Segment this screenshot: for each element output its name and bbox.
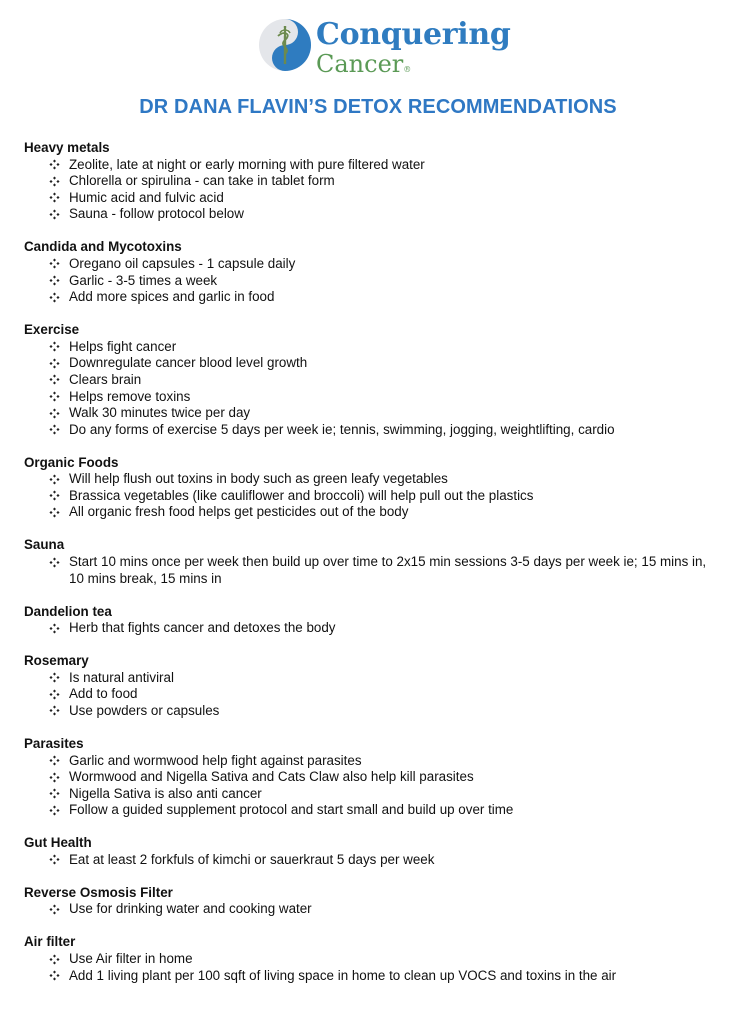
list-item bbox=[24, 190, 724, 207]
section bbox=[24, 653, 724, 719]
four-diamond-bullet-icon bbox=[48, 289, 60, 305]
list-item-text: Chlorella or spirulina - can take in tablet form bbox=[69, 173, 335, 189]
section bbox=[24, 140, 724, 223]
four-diamond-bullet-icon bbox=[48, 753, 60, 769]
logo-text-cancer: Cancer® bbox=[316, 50, 412, 78]
list-item-text: Humic acid and fulvic acid bbox=[69, 189, 224, 205]
logo-text-conquering: Conquering bbox=[316, 17, 511, 52]
section-heading: Heavy metals bbox=[24, 140, 110, 155]
bullet-list bbox=[24, 951, 724, 984]
four-diamond-bullet-icon bbox=[48, 190, 60, 206]
four-diamond-bullet-icon bbox=[48, 405, 60, 421]
list-item-text: All organic fresh food helps get pesticides out of the body bbox=[69, 504, 409, 520]
list-item bbox=[24, 405, 724, 422]
list-item-text: Nigella Sativa is also anti cancer bbox=[69, 785, 262, 801]
list-item bbox=[24, 686, 724, 703]
list-item bbox=[24, 670, 724, 687]
section-heading: Exercise bbox=[24, 322, 80, 338]
section bbox=[24, 835, 724, 868]
four-diamond-bullet-icon bbox=[48, 206, 60, 222]
four-diamond-bullet-icon bbox=[48, 620, 60, 636]
four-diamond-bullet-icon bbox=[48, 471, 60, 487]
list-item-text: Sauna - follow protocol below bbox=[69, 206, 244, 222]
section bbox=[24, 736, 724, 819]
list-item bbox=[24, 389, 724, 406]
list-item-text: Downregulate cancer blood level growth bbox=[69, 355, 308, 371]
list-item bbox=[24, 620, 724, 637]
list-item bbox=[24, 968, 724, 985]
four-diamond-bullet-icon bbox=[48, 339, 60, 355]
bullet-list bbox=[24, 157, 724, 223]
caduceus-logo-icon bbox=[258, 18, 312, 72]
list-item bbox=[24, 703, 724, 720]
four-diamond-bullet-icon bbox=[48, 852, 60, 868]
four-diamond-bullet-icon bbox=[48, 422, 60, 438]
list-item bbox=[24, 488, 724, 505]
four-diamond-bullet-icon bbox=[48, 703, 60, 719]
list-item bbox=[24, 802, 724, 819]
list-item bbox=[24, 951, 724, 968]
list-item bbox=[24, 753, 724, 770]
list-item-text: Eat at least 2 forkfuls of kimchi or sauerkraut 5 days per week bbox=[69, 851, 435, 867]
four-diamond-bullet-icon bbox=[48, 769, 60, 785]
four-diamond-bullet-icon bbox=[48, 951, 60, 967]
list-item bbox=[24, 355, 724, 372]
list-item bbox=[24, 901, 724, 918]
section bbox=[24, 537, 724, 587]
bullet-list bbox=[24, 753, 724, 819]
bullet-list bbox=[24, 852, 724, 869]
list-item-text: Follow a guided supplement protocol and start small and build up over time bbox=[69, 802, 514, 818]
list-item bbox=[24, 372, 724, 389]
bullet-list bbox=[24, 670, 724, 720]
list-item-text: Use Air filter in home bbox=[69, 951, 193, 967]
list-item-text: Garlic - 3-5 times a week bbox=[69, 272, 218, 288]
four-diamond-bullet-icon bbox=[48, 488, 60, 504]
four-diamond-bullet-icon bbox=[48, 389, 60, 405]
list-item bbox=[24, 471, 724, 488]
list-item-text: Herb that fights cancer and detoxes the body bbox=[69, 620, 336, 636]
list-item bbox=[24, 769, 724, 786]
four-diamond-bullet-icon bbox=[48, 273, 60, 289]
four-diamond-bullet-icon bbox=[48, 554, 60, 570]
bullet-list bbox=[24, 256, 724, 306]
section bbox=[24, 604, 724, 637]
section bbox=[24, 322, 724, 438]
list-item bbox=[24, 786, 724, 803]
list-item-text: Add to food bbox=[69, 686, 138, 702]
four-diamond-bullet-icon bbox=[48, 256, 60, 272]
logo-trademark: ® bbox=[403, 65, 412, 74]
bullet-list bbox=[24, 471, 724, 521]
four-diamond-bullet-icon bbox=[48, 802, 60, 818]
list-item bbox=[24, 289, 724, 306]
section-heading: Air filter bbox=[24, 934, 76, 950]
list-item bbox=[24, 173, 724, 190]
list-item-text: Will help flush out toxins in body such as green leafy vegetables bbox=[69, 471, 448, 487]
list-item bbox=[24, 504, 724, 521]
list-item-text: Do any forms of exercise 5 days per week ie; tennis, swimming, jogging, weightlifting, cardio bbox=[69, 421, 615, 437]
list-item-text: Use for drinking water and cooking water bbox=[69, 901, 312, 917]
section bbox=[24, 455, 724, 521]
list-item-text: Add more spices and garlic in food bbox=[69, 289, 275, 305]
bullet-list bbox=[24, 620, 724, 637]
section-heading: Rosemary bbox=[24, 653, 89, 669]
conquering-cancer-logo bbox=[258, 14, 511, 78]
list-item bbox=[24, 339, 724, 356]
four-diamond-bullet-icon bbox=[48, 157, 60, 173]
list-item bbox=[24, 206, 724, 223]
four-diamond-bullet-icon bbox=[48, 968, 60, 984]
bullet-list bbox=[24, 901, 724, 918]
four-diamond-bullet-icon bbox=[48, 686, 60, 702]
page-title: DR DANA FLAVIN’S DETOX RECOMMENDATIONS bbox=[139, 96, 617, 118]
bullet-list bbox=[24, 339, 724, 439]
list-item-text: Zeolite, late at night or early morning with pure filtered water bbox=[69, 156, 425, 172]
list-item-text: Start 10 mins once per week then build up over time to 2x15 min sessions 3-5 days per week ie; 15 mins in, 10 mins break, 15 mins in bbox=[69, 554, 707, 586]
four-diamond-bullet-icon bbox=[48, 901, 60, 917]
section-heading: Parasites bbox=[24, 735, 84, 751]
recommendations-list bbox=[24, 140, 724, 1001]
four-diamond-bullet-icon bbox=[48, 355, 60, 371]
list-item bbox=[24, 852, 724, 869]
bullet-list bbox=[24, 554, 724, 587]
list-item-text: Helps fight cancer bbox=[69, 338, 177, 354]
section-heading: Organic Foods bbox=[24, 454, 119, 470]
section bbox=[24, 885, 724, 918]
four-diamond-bullet-icon bbox=[48, 670, 60, 686]
section bbox=[24, 239, 724, 305]
logo-wordmark bbox=[316, 14, 511, 76]
four-diamond-bullet-icon bbox=[48, 786, 60, 802]
section-heading: Candida and Mycotoxins bbox=[24, 239, 182, 255]
list-item bbox=[24, 422, 724, 439]
four-diamond-bullet-icon bbox=[48, 504, 60, 520]
list-item-text: Helps remove toxins bbox=[69, 388, 191, 404]
list-item-text: Garlic and wormwood help fight against parasites bbox=[69, 752, 362, 768]
list-item-text: Use powders or capsules bbox=[69, 702, 220, 718]
list-item bbox=[24, 256, 724, 273]
list-item-text: Brassica vegetables (like cauliflower and broccoli) will help pull out the plastics bbox=[69, 487, 534, 503]
section-heading: Sauna bbox=[24, 537, 65, 553]
list-item-text: Add 1 living plant per 100 sqft of living space in home to clean up VOCS and toxins in the air bbox=[69, 967, 617, 983]
list-item bbox=[24, 273, 724, 290]
section-heading: Dandelion tea bbox=[24, 603, 112, 619]
section-heading: Gut Health bbox=[24, 835, 92, 851]
section bbox=[24, 934, 724, 984]
list-item-text: Clears brain bbox=[69, 371, 142, 387]
list-item-text: Is natural antiviral bbox=[69, 669, 174, 685]
four-diamond-bullet-icon bbox=[48, 372, 60, 388]
list-item bbox=[24, 554, 724, 587]
section-heading: Reverse Osmosis Filter bbox=[24, 884, 173, 900]
list-item-text: Wormwood and Nigella Sativa and Cats Claw also help kill parasites bbox=[69, 769, 474, 785]
list-item-text: Walk 30 minutes twice per day bbox=[69, 405, 251, 421]
list-item bbox=[24, 157, 724, 174]
four-diamond-bullet-icon bbox=[48, 173, 60, 189]
list-item-text: Oregano oil capsules - 1 capsule daily bbox=[69, 255, 296, 271]
